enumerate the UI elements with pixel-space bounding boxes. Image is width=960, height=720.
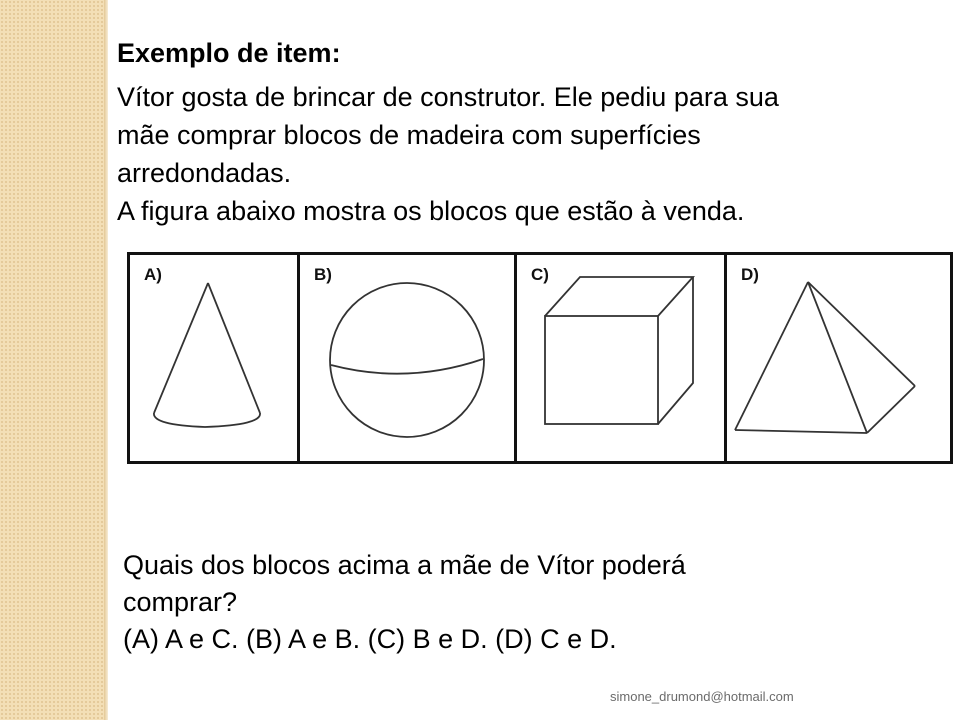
option-cell-b (297, 255, 514, 461)
option-cell-a (130, 255, 297, 461)
option-label-a: A) (144, 265, 162, 284)
intro-line: A figura abaixo mostra os blocos que estão à venda. (117, 196, 745, 226)
answer-options-line: (A) A e C. (B) A e B. (C) B e D. (D) C e D. (123, 624, 617, 654)
slide-heading: Exemplo de item: (117, 38, 341, 68)
question-line: Quais dos blocos acima a mãe de Vítor poderá (123, 550, 686, 580)
intro-text (117, 78, 917, 230)
intro-line: mãe comprar blocos de madeira com superfícies (117, 120, 701, 150)
question-line: comprar? (123, 587, 238, 617)
option-cell-d (724, 255, 950, 461)
question-text (123, 547, 883, 658)
sphere-icon (300, 255, 514, 461)
footer-email: simone_drumond@hotmail.com (610, 689, 794, 704)
intro-line: Vítor gosta de brincar de construtor. Ele pediu para sua (117, 82, 779, 112)
side-band-edge (104, 0, 108, 720)
blocks-figure (127, 252, 953, 464)
option-label-b: B) (314, 265, 332, 284)
cone-icon (130, 255, 297, 461)
option-label-c: C) (531, 265, 549, 284)
intro-line: arredondadas. (117, 158, 292, 188)
decorative-side-band (0, 0, 104, 720)
cube-icon (517, 255, 724, 461)
option-cell-c (514, 255, 724, 461)
option-label-d: D) (741, 265, 759, 284)
pyramid-icon (727, 255, 953, 461)
